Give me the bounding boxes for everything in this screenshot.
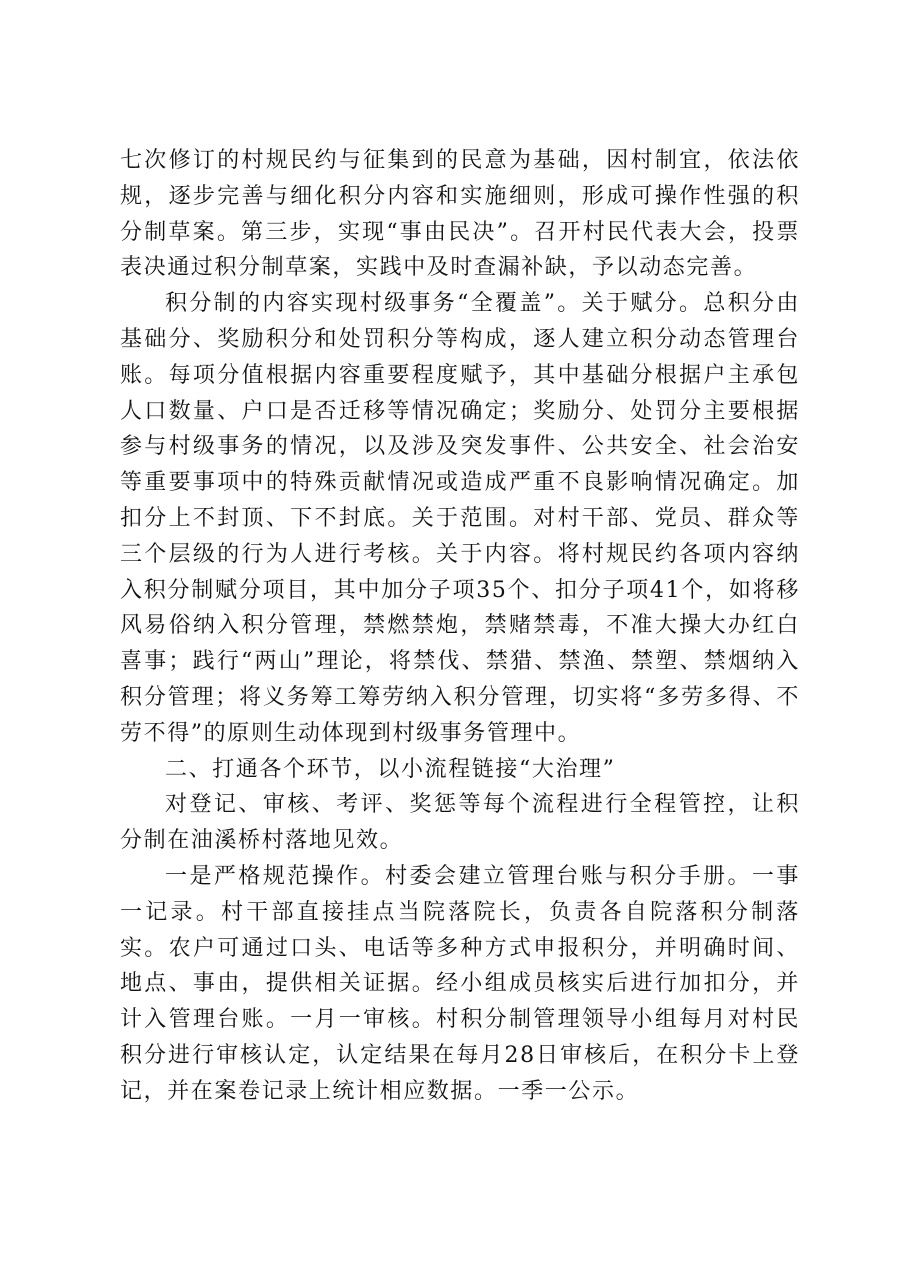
paragraph-intro-continuation: 七次修订的村规民约与征集到的民意为基础，因村制宜，依法依规，逐步完善与细化积分内容和实施细则，形成可操作性强的积分制草案。第三步，实现“事由民决”。召开村民代表大会，投票表决通过积分制草案，实践中及时查漏补缺，予以动态完善。	[120, 148, 800, 281]
paragraph-standard-operation: 一是严格规范操作。村委会建立管理台账与积分手册。一事一记录。村干部直接挂点当院落院长，负责各自院落积分制落实。农户可通过口头、电话等多种方式申报积分，并明确时间、地点、事由，提供相关证据。经小组成员核实后进行加扣分，并计入管理台账。一月一审核。村积分制管理领导小组每月对村民积分进行审核认定，认定结果在每月28日审核后，在积分卡上登记，并在案卷记录上统计相应数据。一季一公示。	[120, 863, 800, 1104]
document-page	[120, 143, 800, 1110]
paragraph-process-control: 对登记、审核、考评、奖惩等每个流程进行全程管控，让积分制在油溪桥村落地见效。	[120, 792, 800, 854]
section-heading-two: 二、打通各个环节，以小流程链接“大治理”	[165, 756, 616, 782]
paragraph-scoring-content: 积分制的内容实现村级事务“全覆盖”。关于赋分。总积分由基础分、奖励积分和处罚积分等构成，逐人建立积分动态管理台账。每项分值根据内容重要程度赋予，其中基础分根据户主承包人口数量、户口是否迁移等情况确定；奖励分、处罚分主要根据参与村级事务的情况，以及涉及突发事件、公共安全、社会治安等重要事项中的特殊贡献情况或造成严重不良影响情况确定。加扣分上不封顶、下不封底。关于范围。对村干部、党员、群众等三个层级的行为人进行考核。关于内容。将村规民约各项内容纳入积分制赋分项目，其中加分子项35个、扣分子项41个，如将移风易俗纳入积分管理，禁燃禁炮，禁赌禁毒，不准大操大办红白喜事；践行“两山”理论，将禁伐、禁猎、禁渔、禁塑、禁烟纳入积分管理；将义务筹工筹劳纳入积分管理，切实将“多劳多得、不劳不得”的原则生动体现到村级事务管理中。	[120, 291, 800, 746]
